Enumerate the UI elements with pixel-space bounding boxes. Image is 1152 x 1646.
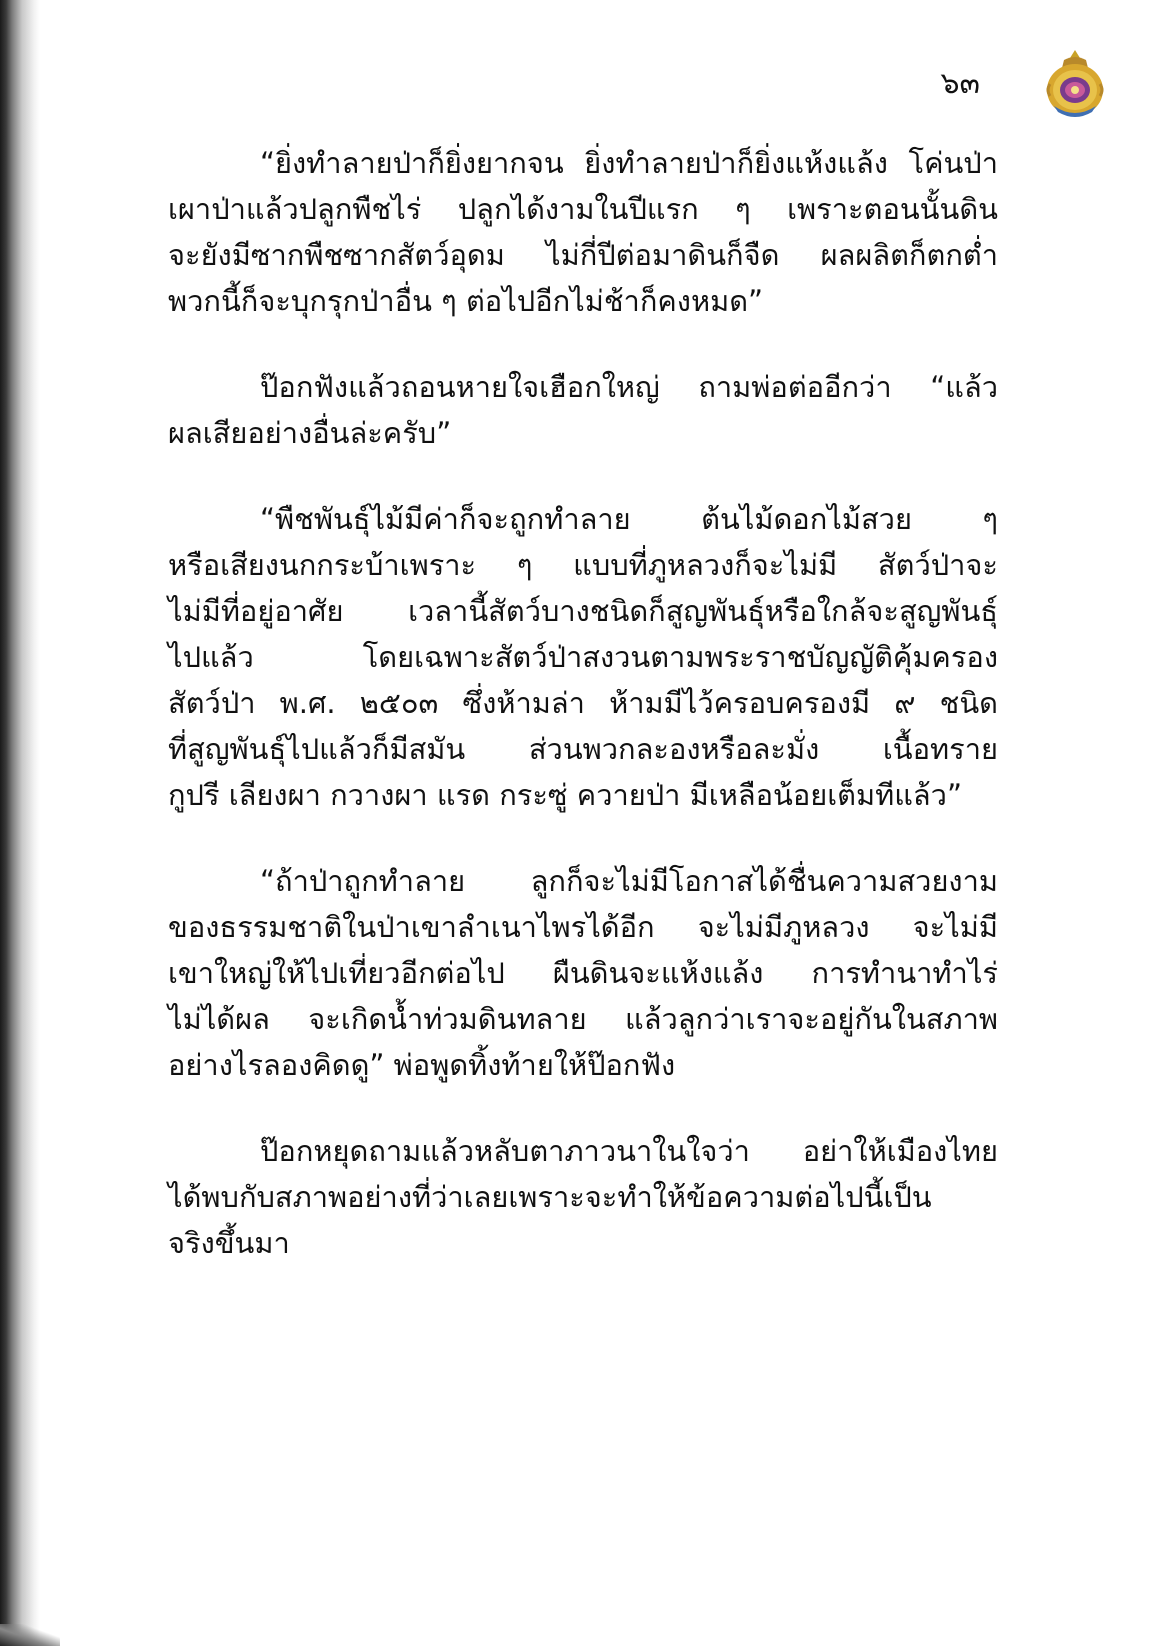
text-line: ผลเสียอย่างอื่นล่ะครับ” (168, 416, 452, 450)
text-line: “ยิ่งทำลายป่าก็ยิ่งยากจน ยิ่งทำลายป่าก็ยิ่งแห้งแล้ง โค่นป่า (260, 146, 998, 180)
text-line: ที่สูญพันธุ์ไปแล้วก็มีสมัน ส่วนพวกละองหรือละมั่ง เนื้อทราย (168, 732, 998, 766)
paragraph (168, 858, 998, 1088)
paragraph (168, 364, 998, 456)
text-line: ของธรรมชาติในป่าเขาลำเนาไพรได้อีก จะไม่มีภูหลวง จะไม่มี (168, 910, 998, 944)
text-line: “พืชพันธุ์ไม้มีค่าก็จะถูกทำลาย ต้นไม้ดอกไม้สวย ๆ (260, 502, 998, 536)
text-line: “ถ้าป่าถูกทำลาย ลูกก็จะไม่มีโอกาสได้ชื่นความสวยงาม (260, 864, 998, 898)
text-line: จะยังมีซากพืชซากสัตว์อุดม ไม่กี่ปีต่อมาดินก็จืด ผลผลิตก็ตกต่ำ (168, 238, 998, 272)
text-line: ไม่มีที่อยู่อาศัย เวลานี้สัตว์บางชนิดก็สูญพันธุ์หรือใกล้จะสูญพันธุ์ (168, 594, 998, 628)
text-line: จริงขึ้นมา (168, 1226, 290, 1260)
paragraph (168, 1128, 998, 1266)
paragraph (168, 140, 998, 324)
text-line: ได้พบกับสภาพอย่างที่ว่าเลยเพราะจะทำให้ข้อความต่อไปนี้เป็น (168, 1180, 932, 1214)
scan-shadow-edge (0, 0, 40, 1646)
text-line: เผาป่าแล้วปลูกพืชไร่ ปลูกได้งามในปีแรก ๆ เพราะตอนนั้นดิน (168, 192, 998, 226)
text-line: ไปแล้ว โดยเฉพาะสัตว์ป่าสงวนตามพระราชบัญญัติคุ้มครอง (168, 640, 998, 674)
scan-corner-shadow (0, 1624, 60, 1646)
text-line: เขาใหญ่ให้ไปเที่ยวอีกต่อไป ผืนดินจะแห้งแล้ง การทำนาทำไร่ (168, 956, 998, 990)
text-line: ป๊อกหยุดถามแล้วหลับตาภาวนาในใจว่า อย่าให้เมืองไทย (260, 1134, 998, 1168)
page-number: ๖๓ (940, 66, 980, 101)
text-line: หรือเสียงนกกระบ้าเพราะ ๆ แบบที่ภูหลวงก็จะไม่มี สัตว์ป่าจะ (168, 548, 998, 582)
royal-crest-icon (1042, 48, 1108, 120)
text-line: ไม่ได้ผล จะเกิดน้ำท่วมดินทลาย แล้วลูกว่าเราจะอยู่กันในสภาพ (168, 1002, 998, 1036)
text-line: กูปรี เลียงผา กวางผา แรด กระซู่ ควายป่า มีเหลือน้อยเต็มทีแล้ว” (168, 778, 962, 812)
text-line: พวกนี้ก็จะบุกรุกป่าอื่น ๆ ต่อไปอีกไม่ช้าก็คงหมด” (168, 284, 764, 318)
text-line: ป๊อกฟังแล้วถอนหายใจเฮือกใหญ่ ถามพ่อต่ออีกว่า “แล้ว (260, 370, 998, 404)
text-line: อย่างไรลองคิดดู” พ่อพูดทิ้งท้ายให้ป๊อกฟัง (168, 1048, 676, 1082)
body-text (168, 140, 998, 1266)
text-line: สัตว์ป่า พ.ศ. ๒๕๐๓ ซึ่งห้ามล่า ห้ามมีไว้ครอบครองมี ๙ ชนิด (168, 686, 998, 720)
paragraph (168, 496, 998, 818)
